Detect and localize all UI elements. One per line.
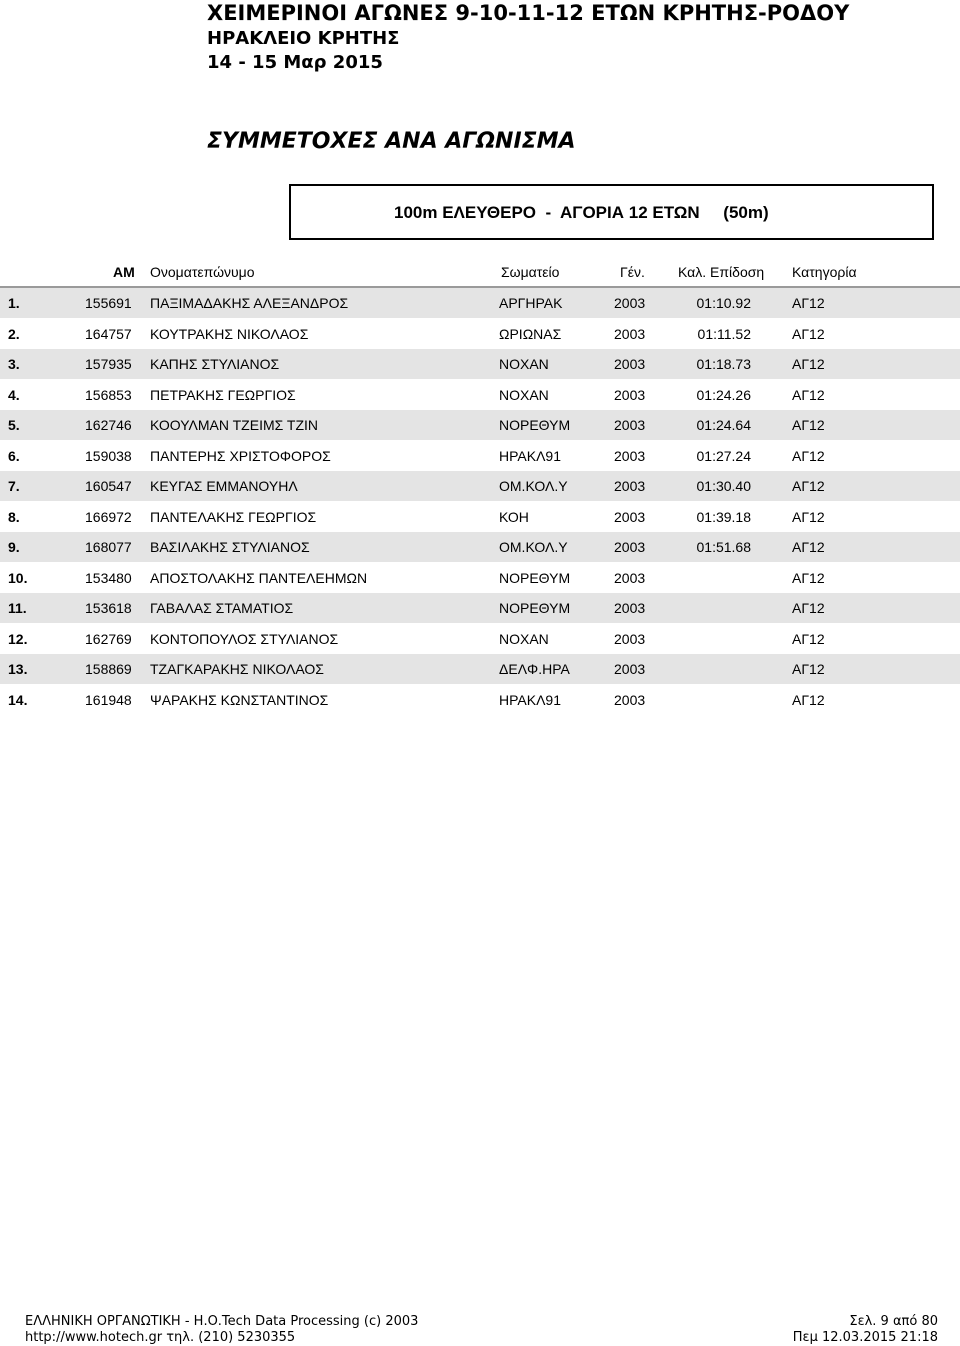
row-category: ΑΓ12 [792,691,825,708]
row-time: 01:24.26 [696,386,751,403]
row-rank: 12. [8,630,28,647]
column-header-year: Γέν. [620,264,645,280]
row-am: 162769 [85,630,132,647]
row-name: ΠΑΝΤΕΡΗΣ ΧΡΙΣΤΟΦΟΡΟΣ [150,447,331,464]
row-club: ΝΟΧΑΝ [499,630,549,647]
column-header-am: ΑΜ [113,264,135,280]
row-category: ΑΓ12 [792,356,825,372]
row-rank: 9. [8,539,20,555]
row-year: 2003 [614,356,646,372]
row-club: ΚΟΗ [499,508,529,525]
row-club: ΑΡΓΗΡΑΚ [499,295,563,311]
row-rank: 1. [8,295,20,311]
table-row [0,319,960,349]
row-club: ΝΟΧΑΝ [499,356,549,372]
row-time: 01:39.18 [696,508,751,525]
column-header-name: Ονοματεπώνυμο [150,264,255,280]
row-category: ΑΓ12 [792,630,825,647]
row-category: ΑΓ12 [792,661,825,677]
table-row [0,502,960,532]
row-am: 162746 [85,417,132,433]
row-year: 2003 [614,691,646,708]
row-name: ΓΑΒΑΛΑΣ ΣΤΑΜΑΤΙΟΣ [150,600,294,616]
row-rank: 14. [8,691,28,708]
column-header-category: Κατηγορία [792,264,857,280]
table-row [0,380,960,410]
row-time: 01:18.73 [696,356,751,372]
row-am: 159038 [85,447,132,464]
row-name: ΚΟΝΤΟΠΟΥΛΟΣ ΣΤΥΛΙΑΝΟΣ [150,630,339,647]
row-am: 164757 [85,325,132,342]
row-name: ΤΖΑΓΚΑΡΑΚΗΣ ΝΙΚΟΛΑΟΣ [150,661,324,677]
row-time: 01:30.40 [696,478,751,494]
row-am: 158869 [85,661,132,677]
row-am: 153618 [85,600,132,616]
table-row [0,624,960,654]
row-rank: 11. [8,600,27,616]
row-year: 2003 [614,325,646,342]
meet-location: ΗΡΑΚΛΕΙΟ ΚΡΗΤΗΣ [207,28,400,49]
row-rank: 5. [8,417,20,433]
table-row [0,532,960,562]
row-category: ΑΓ12 [792,447,825,464]
row-club: ΔΕΛΦ.ΗΡΑ [499,661,570,677]
row-time: 01:24.64 [696,417,751,433]
row-rank: 13. [8,661,28,677]
footer-organization: ΕΛΛΗΝΙΚΗ ΟΡΓΑΝΩΤΙΚΗ - Η.Ο.Tech Data Processing (c) 2003 [25,1314,419,1329]
row-name: ΚΕΥΓΑΣ ΕΜΜΑΝΟΥΗΛ [150,478,298,494]
table-row [0,685,960,715]
meet-dates: 14 - 15 Μαρ 2015 [207,52,383,73]
row-category: ΑΓ12 [792,325,825,342]
footer-contact: http://www.hotech.gr τηλ. (210) 5230355 [25,1330,296,1345]
table-row [0,563,960,593]
row-name: ΚΟΥΤΡΑΚΗΣ ΝΙΚΟΛΑΟΣ [150,325,309,342]
row-name: ΚΑΠΗΣ ΣΤΥΛΙΑΝΟΣ [150,356,280,372]
row-year: 2003 [614,295,646,311]
row-club: ΟΜ.ΚΟΛ.Υ [499,478,568,494]
row-year: 2003 [614,661,646,677]
row-am: 153480 [85,569,132,586]
section-title: ΣΥΜΜΕΤΟΧΕΣ ΑΝΑ ΑΓΩΝΙΣΜΑ [207,129,576,154]
row-year: 2003 [614,478,646,494]
table-row [0,654,960,684]
row-category: ΑΓ12 [792,600,825,616]
row-club: ΝΟΡΕΘΥΜ [499,417,571,433]
row-rank: 6. [8,447,20,464]
table-row [0,410,960,440]
row-year: 2003 [614,539,646,555]
row-am: 156853 [85,386,132,403]
row-name: ΚΟΟΥΛΜΑΝ ΤΖΕΙΜΣ ΤΖΙΝ [150,417,319,433]
row-rank: 3. [8,356,20,372]
table-row [0,441,960,471]
table-row [0,471,960,501]
row-am: 155691 [85,295,132,311]
row-rank: 8. [8,508,20,525]
row-time: 01:51.68 [696,539,751,555]
meet-title: ΧΕΙΜΕΡΙΝΟΙ ΑΓΩΝΕΣ 9-10-11-12 ΕΤΩΝ ΚΡΗΤΗΣ-ΡΟΔΟΥ [207,1,850,25]
row-club: ΗΡΑΚΛ91 [499,447,562,464]
row-year: 2003 [614,386,646,403]
row-name: ΑΠΟΣΤΟΛΑΚΗΣ ΠΑΝΤΕΛΕΗΜΩΝ [150,569,368,586]
footer-timestamp: Πεμ 12.03.2015 21:18 [792,1330,938,1345]
row-category: ΑΓ12 [792,569,825,586]
table-row [0,288,960,318]
row-category: ΑΓ12 [792,295,825,311]
row-year: 2003 [614,569,646,586]
table-row [0,593,960,623]
row-am: 168077 [85,539,132,555]
row-year: 2003 [614,447,646,464]
row-rank: 4. [8,386,20,403]
column-header-club: Σωματείο [501,264,560,280]
row-time: 01:10.92 [696,295,751,311]
row-club: ΝΟΧΑΝ [499,386,549,403]
row-name: ΠΕΤΡΑΚΗΣ ΓΕΩΡΓΙΟΣ [150,386,296,403]
row-category: ΑΓ12 [792,508,825,525]
row-time: 01:27.24 [696,447,751,464]
row-rank: 2. [8,325,20,342]
row-am: 160547 [85,478,132,494]
row-category: ΑΓ12 [792,478,825,494]
row-name: ΨΑΡΑΚΗΣ ΚΩΝΣΤΑΝΤΙΝΟΣ [150,691,329,708]
row-rank: 10. [8,569,28,586]
row-club: ΟΜ.ΚΟΛ.Υ [499,539,568,555]
row-club: ΗΡΑΚΛ91 [499,691,562,708]
row-year: 2003 [614,630,646,647]
row-am: 161948 [85,691,132,708]
row-category: ΑΓ12 [792,539,825,555]
row-name: ΠΑΞΙΜΑΔΑΚΗΣ ΑΛΕΞΑΝΔΡΟΣ [150,295,349,311]
row-year: 2003 [614,508,646,525]
row-am: 157935 [85,356,132,372]
row-club: ΝΟΡΕΘΥΜ [499,600,571,616]
footer-page-number: Σελ. 9 από 80 [849,1314,938,1329]
row-club: ΝΟΡΕΘΥΜ [499,569,571,586]
row-time: 01:11.52 [697,325,751,342]
row-name: ΠΑΝΤΕΛΑΚΗΣ ΓΕΩΡΓΙΟΣ [150,508,317,525]
event-box [289,184,934,240]
row-category: ΑΓ12 [792,386,825,403]
row-club: ΩΡΙΩΝΑΣ [499,325,562,342]
table-row [0,349,960,379]
row-year: 2003 [614,417,646,433]
row-am: 166972 [85,508,132,525]
event-title: 100m ΕΛΕΥΘΕΡΟ - ΑΓΟΡΙΑ 12 ΕΤΩΝ (50m) [394,203,769,222]
row-year: 2003 [614,600,646,616]
column-header-time: Καλ. Επίδοση [678,264,765,280]
row-name: ΒΑΣΙΛΑΚΗΣ ΣΤΥΛΙΑΝΟΣ [150,539,310,555]
row-category: ΑΓ12 [792,417,825,433]
row-rank: 7. [8,478,20,494]
